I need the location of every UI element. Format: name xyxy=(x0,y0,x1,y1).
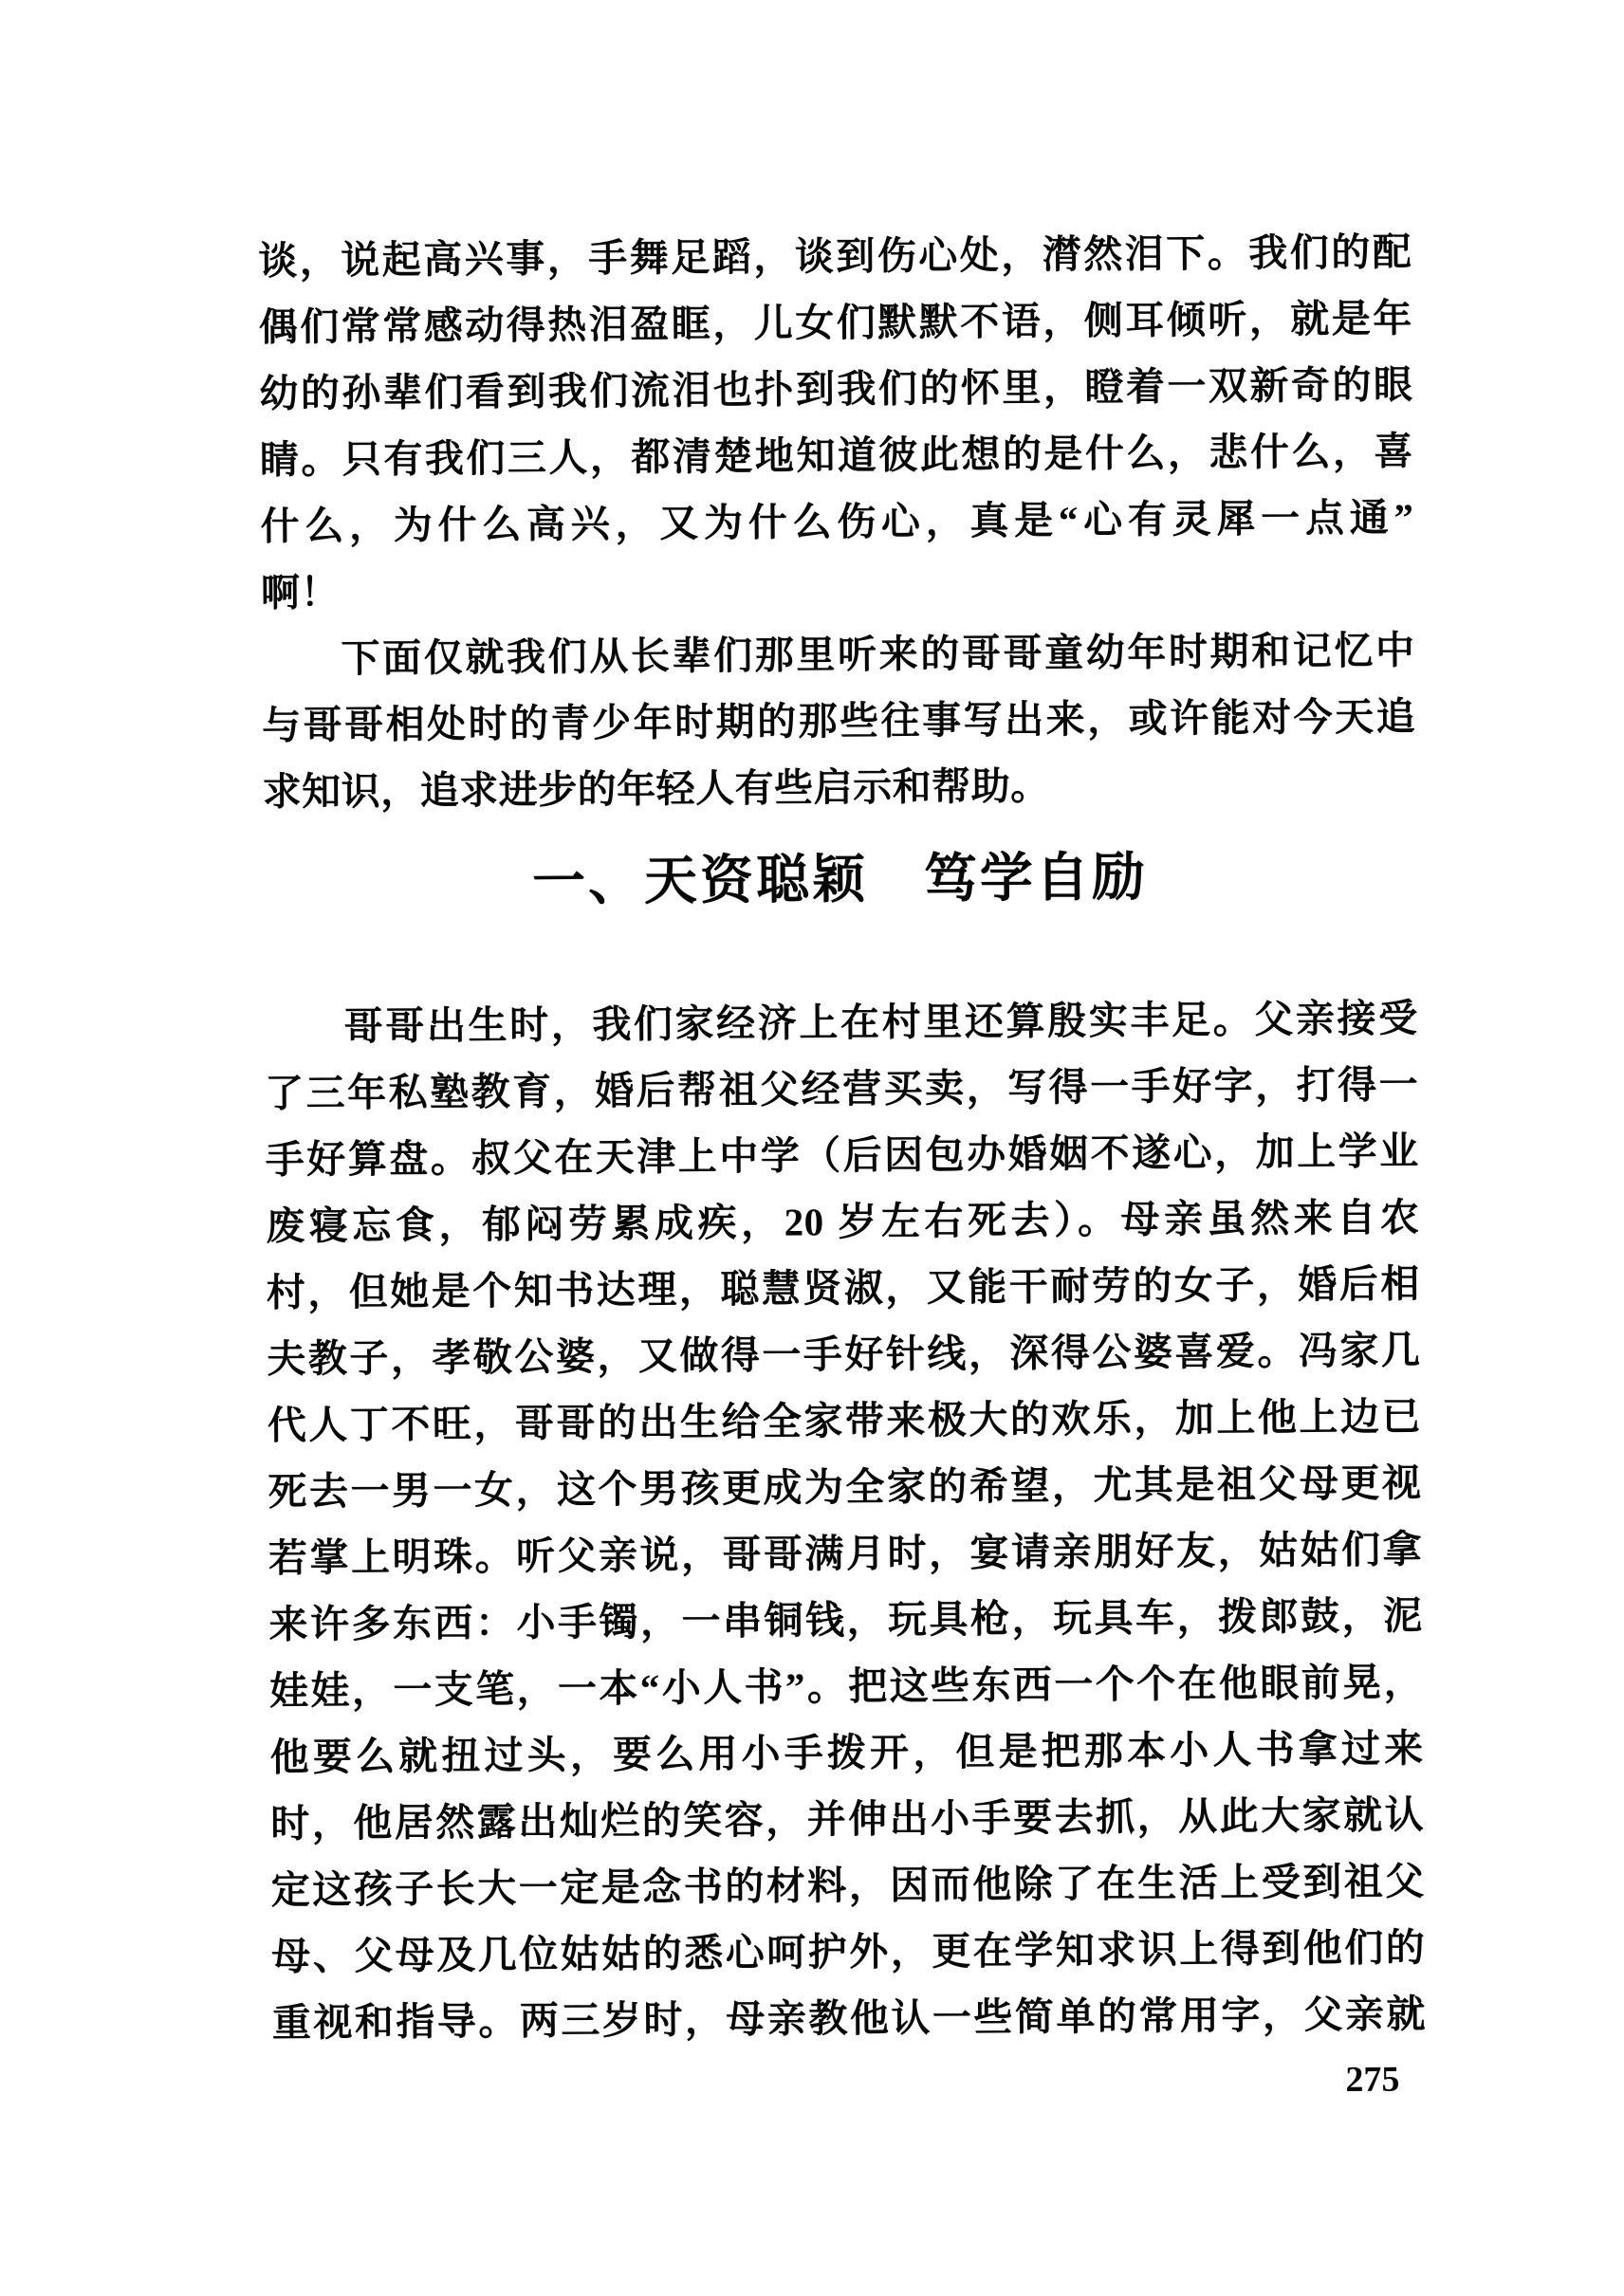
text-line: 手好算盘。叔父在天津上中学（后因包办婚姻不遂心，加上学业 xyxy=(265,1129,1419,1182)
text-line: 睛。只有我们三人，都清楚地知道彼此想的是什么，悲什么，喜 xyxy=(259,429,1414,482)
text-line: 代人丁不旺，哥哥的出生给全家带来极大的欢乐，加上他上边已 xyxy=(267,1394,1422,1447)
text-line: 娃娃，一支笔，一本“小人书”。把这些东西一个个在他眼前晃， xyxy=(268,1660,1424,1713)
paragraph-2 xyxy=(261,616,1416,825)
text-line: 村，但她是个知书达理，聪慧贤淑，又能干耐劳的女子，婚后相 xyxy=(266,1261,1420,1314)
text-line: 若掌上明珠。听父亲说，哥哥满月时，宴请亲朋好友，姑姑们拿 xyxy=(268,1527,1423,1580)
text-line: 废寝忘食，郁闷劳累成疾，20 岁左右死去）。母亲虽然来自农 xyxy=(266,1195,1420,1248)
text-line: 啊！ xyxy=(260,570,341,615)
text-line: 重视和指导。两三岁时，母亲教他认一些简单的常用字，父亲就 xyxy=(271,1992,1427,2045)
page-number: 275 xyxy=(1345,2059,1400,2101)
text-line: 死去一男一女，这个男孩更成为全家的希望，尤其是祖父母更视 xyxy=(268,1460,1422,1514)
text-line: 与哥哥相处时的青少年时期的那些往事写出来，或许能对今天追 xyxy=(261,694,1416,747)
text-line: 夫教子，孝敬公婆，又做得一手好针线，深得公婆喜爱。冯家几 xyxy=(267,1328,1421,1381)
text-line: 偶们常常感动得热泪盈眶，儿女们默默不语，侧耳倾听，就是年 xyxy=(258,296,1412,349)
paragraph-3 xyxy=(264,984,1426,2056)
text-line: 了三年私塾教育，婚后帮祖父经营买卖，写得一手好字，打得一 xyxy=(264,1062,1419,1115)
text-line: 哥哥出生时，我们家经济上在村里还算殷实丰足。父亲接受 xyxy=(343,996,1418,1049)
text-line: 什么，为什么高兴，又为什么伤心，真是“心有灵犀一点通” xyxy=(260,495,1414,548)
paragraph-1 xyxy=(258,218,1414,626)
text-line: 他要么就扭过头，要么用小手拨开，但是把那本小人书拿过来 xyxy=(269,1726,1424,1779)
text-line: 时，他居然露出灿烂的笑容，并伸出小手要去抓，从此大家就认 xyxy=(270,1792,1425,1846)
text-line: 幼的孙辈们看到我们流泪也扑到我们的怀里，瞪着一双新奇的眼 xyxy=(259,362,1413,415)
text-line: 定这孩子长大一定是念书的材料，因而他除了在生活上受到祖父 xyxy=(270,1859,1425,1912)
text-line: 求知识，追求进步的年轻人有些启示和帮助。 xyxy=(262,763,1050,814)
text-line: 谈，说起高兴事，手舞足蹈，谈到伤心处，潸然泪下。我们的配 xyxy=(258,230,1412,283)
text-line: 来许多东西：小手镯，一串铜钱，玩具枪，玩具车，拨郎鼓，泥 xyxy=(268,1593,1423,1646)
text-line: 母、父母及几位姑姑的悉心呵护外，更在学知求识上得到他们的 xyxy=(271,1925,1426,1978)
section-heading: 一、天资聪颖 笃学自励 xyxy=(531,848,1149,912)
page-content xyxy=(258,218,1427,2114)
text-line: 下面仅就我们从长辈们那里听来的哥哥童幼年时期和记忆中 xyxy=(341,628,1415,681)
